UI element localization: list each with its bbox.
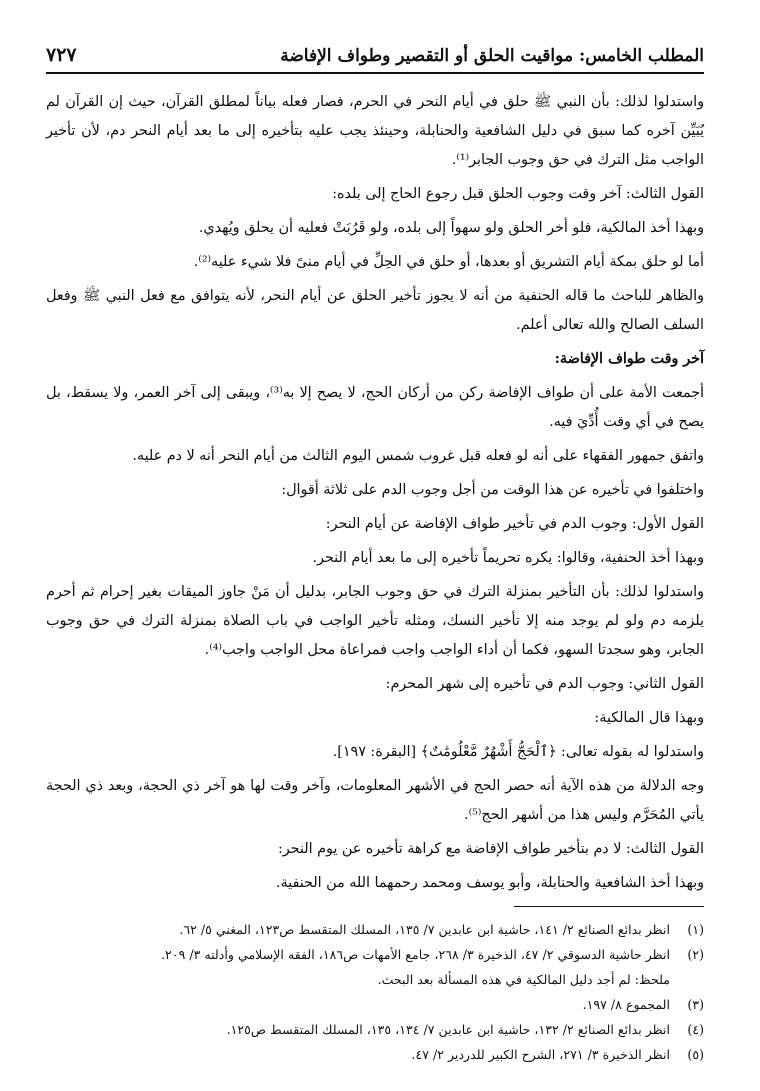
paragraph: وجه الدلالة من هذه الآية أنه حصر الحج في الأشهر المعلومات، وآخر وقت لها هو آخر ذي الحجة، وبعد ذي الحجة يأتي المُحَرَّم وليس هذا من أشهر الحج⁽⁵⁾. (46, 778, 704, 823)
page-number: ٧٢٧ (46, 44, 77, 66)
paragraph: القول الثالث: لا دم بتأخير طواف الإفاضة مع كراهة تأخيره عن يوم النحر: (277, 841, 704, 857)
footnote-number: (٢) (687, 947, 704, 962)
paragraph: وبهذا قال المالكية: (594, 710, 704, 726)
paragraph: واستدلوا له بقوله تعالى: ﴿ٱلْحَجُّ أَشْهُرٌ مَّعْلُومَٰتٌ﴾ [البقرة: ١٩٧]. (332, 744, 704, 760)
paragraph: أما لو حلق بمكة أيام التشريق أو بعدها، أو حلق في الحِلِّ في أيام منىً فلا شيء عليه⁽²⁾. (193, 254, 704, 270)
running-header (46, 44, 704, 74)
paragraph: واستدلوا لذلك: بأن التأخير بمنزلة الترك في حق وجوب الجابر، بدليل أن مَنْ جاوز الميقات بغير إحرام ثم أحرم يلزمه دم ولو لم يوجد منه إلا تأخير النسك، ومثله تأخير الواجب في باب الصلاة بمنزلة الترك في حق وجوب الجابر، وهو سجدتا السهو، فكما أن أداء الواجب واجب فمراعاة محل الواجب واجب⁽⁴⁾. (46, 584, 704, 658)
header-title: المطلب الخامس: مواقيت الحلق أو التقصير وطواف الإفاضة (280, 46, 704, 66)
paragraph: القول الثالث: آخر وقت وجوب الحلق قبل رجوع الحاج إلى بلده: (332, 186, 704, 202)
paragraph: القول الأول: وجوب الدم في تأخير طواف الإفاضة عن أيام النحر: (325, 516, 704, 532)
footnote-number: (٣) (687, 997, 704, 1012)
paragraph: القول الثاني: وجوب الدم في تأخيره إلى شهر المحرم: (385, 676, 704, 692)
footnote-number: (٥) (687, 1047, 704, 1062)
footnote-number: (١) (687, 922, 704, 937)
footnote-number: (٤) (687, 1022, 704, 1037)
footnote (46, 1044, 704, 1066)
footnote-note (46, 969, 704, 991)
footnote-text: انظر الذخيرة ٣/ ٢٧١، الشرح الكبير للدردير ٢/ ٤٧. (411, 1047, 670, 1062)
paragraph: وبهذا أخذ الحنفية، وقالوا: يكره تحريماً تأخيره إلى ما بعد أيام النحر. (312, 550, 704, 566)
footnote (46, 1019, 704, 1041)
footnote-text: انظر بدائع الصنائع ٢/ ١٣٢، حاشية ابن عابدين ٧/ ١٣٤، ١٣٥، المسلك المتقسط ص١٢٥. (226, 1022, 670, 1037)
footnote-text: انظر حاشية الدسوقي ٢/ ٤٧، الذخيرة ٣/ ٢٦٨، جامع الأمهات ص١٨٦، الفقه الإسلامي وأدلته ٣/ ٢٠٩. (161, 947, 670, 962)
section-heading: آخر وقت طواف الإفاضة: (554, 351, 704, 367)
footnotes (46, 919, 704, 1066)
footnote-divider (514, 906, 704, 907)
paragraph: وبهذا أخذ الشافعية والحنابلة، وأبو يوسف ومحمد رحمهما الله من الحنفية. (275, 875, 704, 891)
footnote (46, 944, 704, 966)
footnote-text: المجموع ٨/ ١٩٧. (582, 997, 670, 1012)
paragraph: أجمعت الأمة على أن طواف الإفاضة ركن من أركان الحج، لا يصح إلا به⁽³⁾، ويبقى إلى آخر العمر، ولا يسقط، بل يصح في أي وقت أُدِّيَ فيه. (46, 385, 704, 430)
footnote-text: ملحظ: لم أجد دليل المالكية في هذه المسألة بعد البحث. (377, 972, 670, 987)
footnote (46, 994, 704, 1016)
paragraph: واتفق جمهور الفقهاء على أنه لو فعله قبل غروب شمس اليوم الثالث من أيام النحر أنه لا دم عليه. (132, 448, 704, 464)
footnote (46, 919, 704, 941)
paragraph: وبهذا أخذ المالكية، فلو أخر الحلق ولو سهواً إلى بلده، ولو قَرُبَتْ فعليه أن يحلق ويُهدي. (198, 220, 704, 236)
paragraph: واختلفوا في تأخيره عن هذا الوقت من أجل وجوب الدم على ثلاثة أقوال: (281, 482, 704, 498)
paragraph: والظاهر للباحث ما قاله الحنفية من أنه لا يجوز تأخير الحلق عن أيام النحر، لأنه يتوافق مع فعل النبي ﷺ وفعل السلف الصالح والله تعالى أعلم. (46, 288, 704, 333)
main-text (46, 88, 704, 898)
footnote-text: انظر بدائع الصنائع ٢/ ١٤١، حاشية ابن عابدين ٧/ ١٣٥، المسلك المتقسط ص١٢٣، المغني ٥/ ٦٢. (179, 922, 670, 937)
paragraph: واستدلوا لذلك: بأن النبي ﷺ حلق في أيام النحر في الحرم، فصار فعله بياناً لمطلق القرآن، حيث إن القرآن لم يُبَيِّن آخره كما سبق في دليل الشافعية والحنابلة، وحينئذ يجب عليه بتأخيره إلى ما بعد أيام النحر دم، لأن تأخير الواجب مثل الترك في حق وجوب الجابر⁽¹⁾. (46, 94, 704, 168)
